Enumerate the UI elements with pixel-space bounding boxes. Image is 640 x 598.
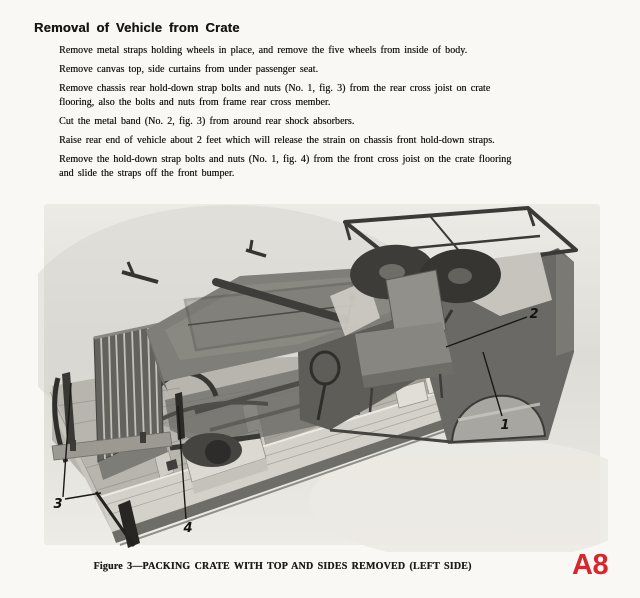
instruction-line: Remove the hold-down strap bolts and nuts (No. 1, fig. 4) from the front cross joist on the crate flooring	[59, 154, 512, 165]
page-label: A8	[572, 549, 609, 581]
instruction-list	[59, 44, 564, 186]
instruction-line: Remove canvas top, side curtains from under passenger seat.	[59, 64, 319, 75]
figure-caption: Figure 3—PACKING CRATE WITH TOP AND SIDES REMOVED (LEFT SIDE)	[93, 561, 472, 572]
instruction-line: flooring, also the bolts and nuts from frame rear cross member.	[59, 97, 331, 108]
instruction-line: Raise rear end of vehicle about 2 feet which will release the strain on chassis front hold-down straps.	[59, 135, 495, 146]
instruction-step	[59, 63, 564, 77]
instruction-step	[59, 82, 564, 110]
instruction-line: Remove chassis rear hold-down strap bolts and nuts (No. 1, fig. 3) from the rear cross joist on crate	[59, 83, 491, 94]
callout-3: 3	[53, 497, 63, 512]
instruction-line: Remove metal straps holding wheels in place, and remove the five wheels from inside of body.	[59, 45, 468, 56]
instruction-step	[59, 153, 564, 181]
callout-2: 2	[529, 307, 539, 322]
callout-4: 4	[183, 521, 193, 536]
figure-photo	[38, 198, 608, 552]
instruction-line: Cut the metal band (No. 2, fig. 3) from around rear shock absorbers.	[59, 116, 355, 127]
instruction-line: and slide the straps off the front bumper.	[59, 168, 235, 179]
section-heading: Removal of Vehicle from Crate	[34, 20, 240, 35]
instruction-step	[59, 115, 564, 129]
instruction-step	[59, 134, 564, 148]
callout-1: 1	[500, 418, 510, 433]
instruction-step	[59, 44, 564, 58]
